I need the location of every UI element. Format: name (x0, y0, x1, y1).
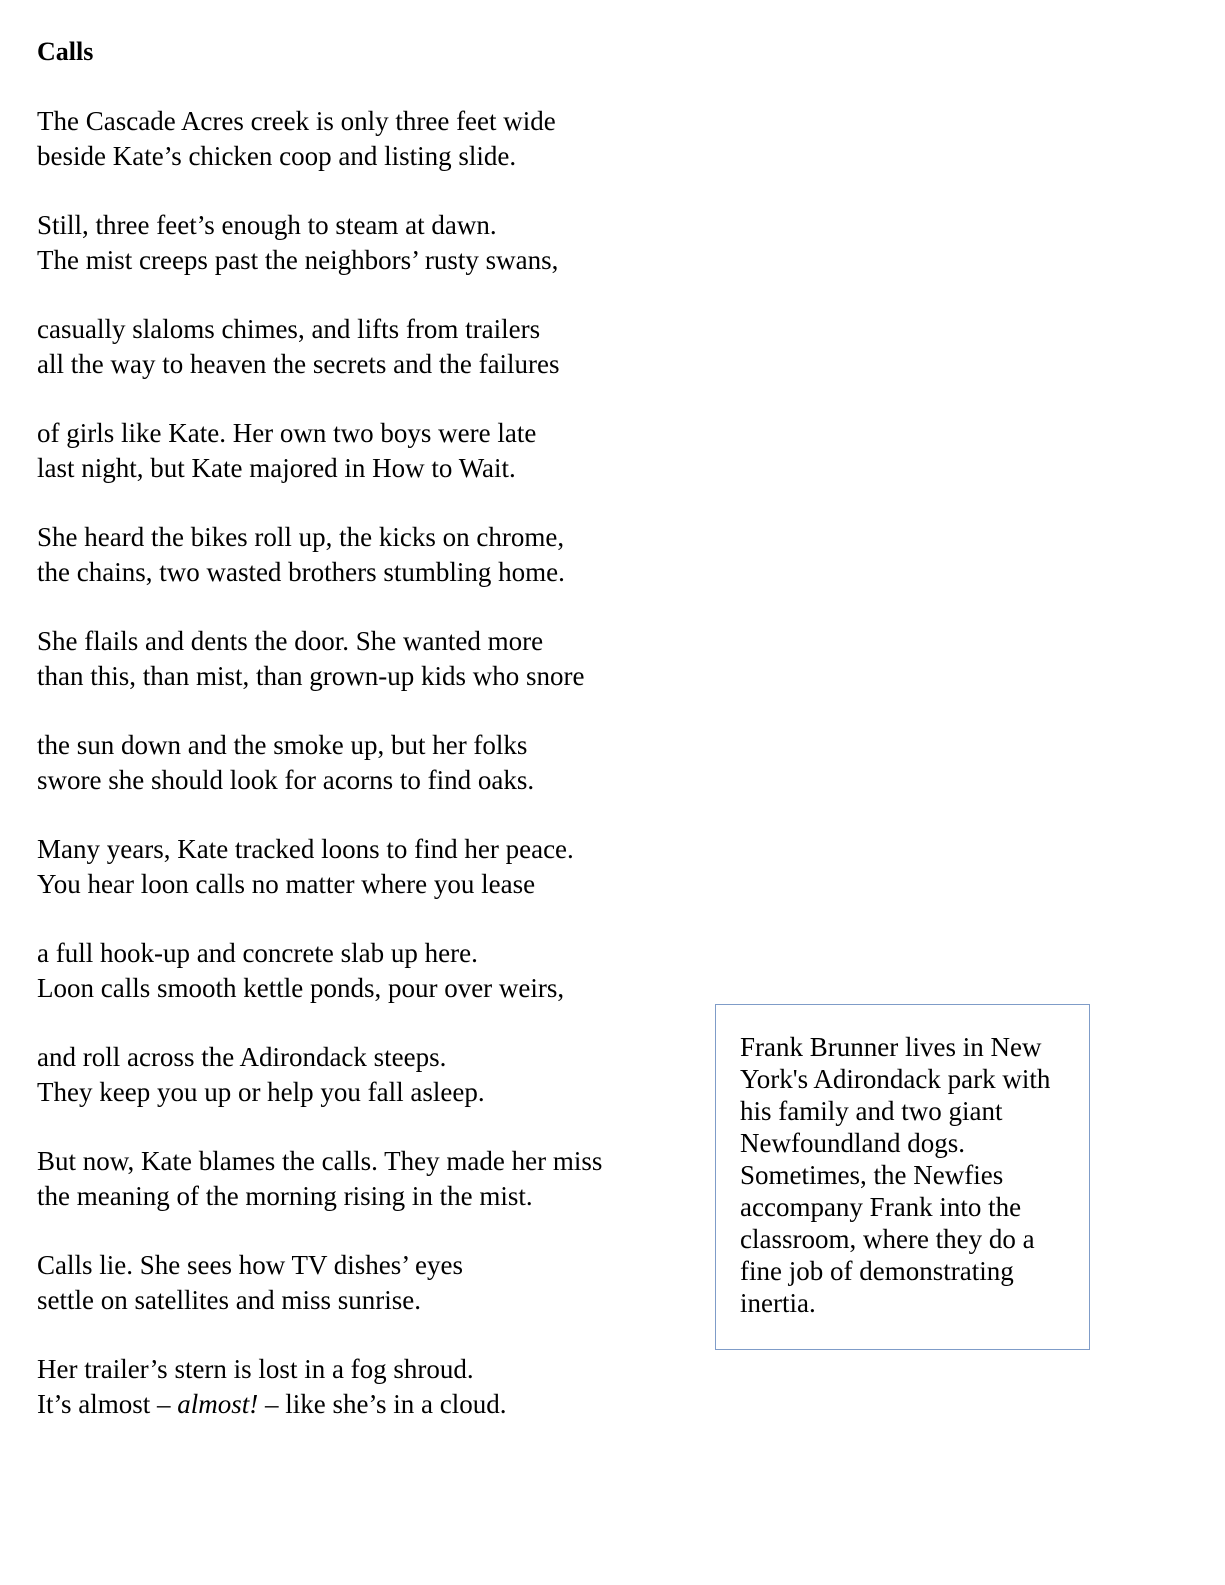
poem-line: the sun down and the smoke up, but her folks (37, 730, 528, 760)
poem-line: The mist creeps past the neighbors’ rusty swans, (37, 244, 559, 275)
poem-line: casually slaloms chimes, and lifts from trailers (37, 314, 541, 344)
stanza-6 (37, 624, 677, 693)
poem-line: She heard the bikes roll up, the kicks on chrome, (37, 522, 565, 552)
poem-line: last night, but Kate majored in How to Wait. (37, 452, 516, 483)
poem-line: and roll across the Adirondack steeps. (37, 1042, 447, 1072)
stanza-11 (37, 1144, 677, 1213)
stanza-12 (37, 1248, 677, 1317)
stanza-10 (37, 1040, 677, 1109)
poem-line: Still, three feet’s enough to steam at dawn. (37, 210, 497, 240)
poem-line: swore she should look for acorns to find oaks. (37, 764, 535, 795)
poem-line: beside Kate’s chicken coop and listing slide. (37, 140, 517, 171)
poem-line: The Cascade Acres creek is only three feet wide (37, 106, 556, 136)
poem-body (37, 104, 677, 1456)
poem-line: You hear loon calls no matter where you lease (37, 868, 536, 899)
stanza-3 (37, 312, 677, 381)
poem-line: than this, than mist, than grown-up kids who snore (37, 660, 585, 691)
poem-final-line (37, 1387, 677, 1422)
author-bio-box (715, 1004, 1090, 1350)
final-line-italic: almost! (177, 1388, 259, 1419)
poem-line: the meaning of the morning rising in the mist. (37, 1180, 533, 1211)
poem-line: settle on satellites and miss sunrise. (37, 1284, 421, 1315)
poem-line: Many years, Kate tracked loons to find her peace. (37, 834, 574, 864)
final-line-before: It’s almost – (37, 1388, 178, 1419)
poem-line: of girls like Kate. Her own two boys were late (37, 418, 537, 448)
poem-line: a full hook-up and concrete slab up here. (37, 938, 478, 968)
poem-line: They keep you up or help you fall asleep. (37, 1076, 485, 1107)
stanza-2 (37, 208, 677, 277)
final-line-after: – like she’s in a cloud. (258, 1388, 507, 1419)
poem-title: Calls (37, 37, 94, 66)
stanza-13 (37, 1352, 677, 1421)
stanza-1 (37, 104, 677, 173)
poem-line: Calls lie. She sees how TV dishes’ eyes (37, 1250, 463, 1280)
stanza-4 (37, 416, 677, 485)
stanza-8 (37, 832, 677, 901)
author-bio-text: Frank Brunner lives in New York's Adirondack park with his family and two giant Newfoundland dogs. Sometimes, the Newfies accompany Frank into the classroom, where they do a fine job of demonstrating inertia. (740, 1032, 1051, 1318)
poem-line: Her trailer’s stern is lost in a fog shroud. (37, 1354, 474, 1384)
poem-line: the chains, two wasted brothers stumbling home. (37, 556, 565, 587)
stanza-7 (37, 728, 677, 797)
poem-line: She flails and dents the door. She wanted more (37, 626, 544, 656)
poem-line: But now, Kate blames the calls. They made her miss (37, 1146, 603, 1176)
stanza-9 (37, 936, 677, 1005)
stanza-5 (37, 520, 677, 589)
poem-line: all the way to heaven the secrets and the failures (37, 348, 560, 379)
poem-line: Loon calls smooth kettle ponds, pour over weirs, (37, 972, 565, 1003)
